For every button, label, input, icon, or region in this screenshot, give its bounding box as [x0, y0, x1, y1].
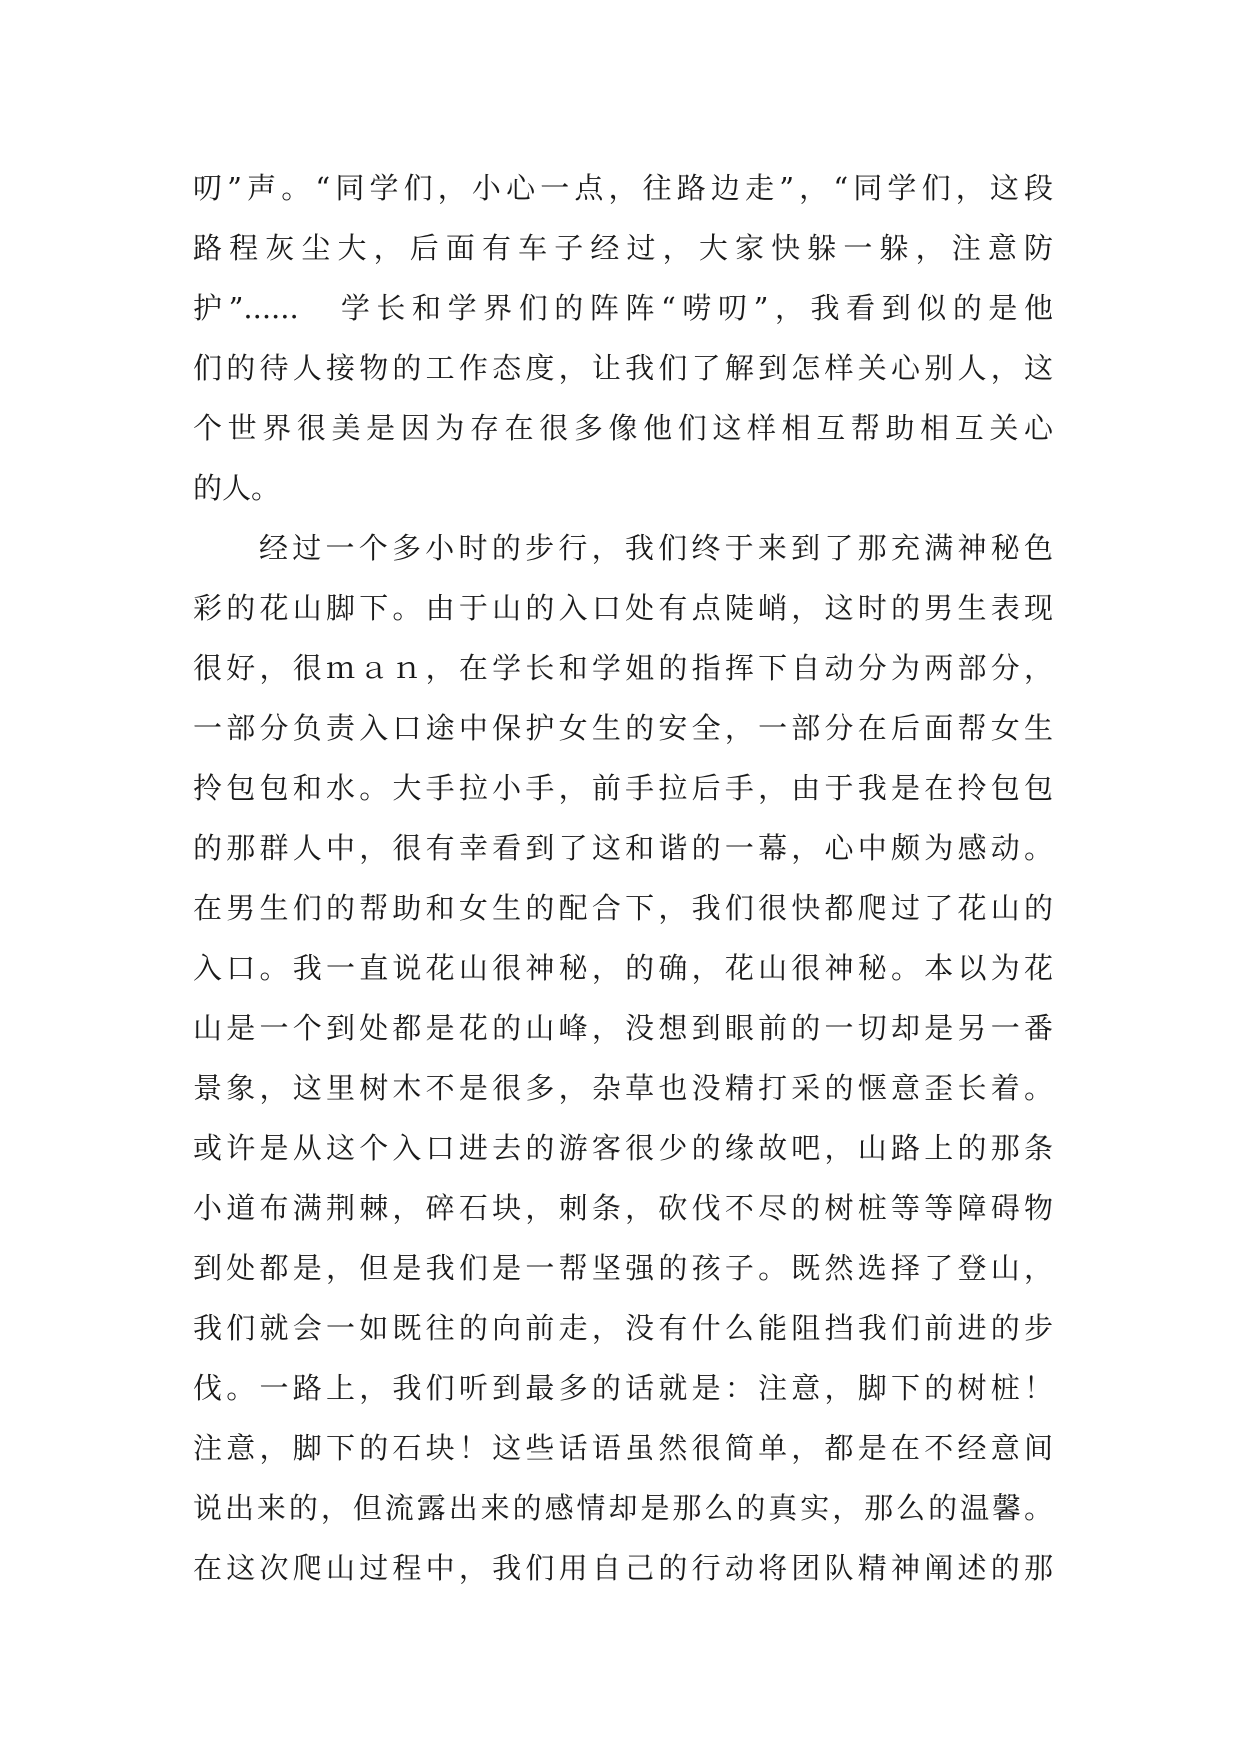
text-line: 个世界很美是因为存在很多像他们这样相互帮助相互关心: [193, 411, 1053, 445]
text-line: 护”...... 学长和学界们的阵阵“唠叨”，我看到似的是他: [193, 291, 1053, 325]
text-line: 经过一个多小时的步行，我们终于来到了那充满神秘色: [259, 531, 1053, 565]
text-line: 拎包包和水。大手拉小手，前手拉后手，由于我是在拎包包: [193, 771, 1053, 805]
text-line: 一部分负责入口途中保护女生的安全，一部分在后面帮女生: [193, 711, 1053, 745]
text-line: 彩的花山脚下。由于山的入口处有点陡峭，这时的男生表现: [193, 591, 1053, 625]
text-line: 我们就会一如既往的向前走，没有什么能阻挡我们前进的步: [193, 1311, 1053, 1345]
text-line: 注意，脚下的石块！这些话语虽然很简单，都是在不经意间: [193, 1431, 1053, 1465]
text-line: 或许是从这个入口进去的游客很少的缘故吧，山路上的那条: [193, 1131, 1053, 1165]
text-line: 的人。: [193, 471, 281, 505]
text-line: 伐。一路上，我们听到最多的话就是：注意，脚下的树桩！: [193, 1371, 1053, 1405]
text-line: 们的待人接物的工作态度，让我们了解到怎样关心别人，这: [193, 351, 1053, 385]
text-line: 景象，这里树木不是很多，杂草也没精打采的惬意歪长着。: [193, 1071, 1053, 1105]
text-line: 在男生们的帮助和女生的配合下，我们很快都爬过了花山的: [193, 891, 1053, 925]
text-line: 很好，很ｍａｎ，在学长和学姐的指挥下自动分为两部分，: [193, 651, 1053, 685]
body-text: [193, 158, 1053, 1598]
text-line: 在这次爬山过程中，我们用自己的行动将团队精神阐述的那: [193, 1551, 1053, 1585]
text-line: 到处都是，但是我们是一帮坚强的孩子。既然选择了登山，: [193, 1251, 1053, 1285]
text-line: 小道布满荆棘，碎石块，刺条，砍伐不尽的树桩等等障碍物: [193, 1191, 1053, 1225]
text-line: 山是一个到处都是花的山峰，没想到眼前的一切却是另一番: [193, 1011, 1053, 1045]
text-line: 入口。我一直说花山很神秘，的确，花山很神秘。本以为花: [193, 951, 1053, 985]
text-line: 叨”声。“同学们，小心一点，往路边走”，“同学们，这段: [193, 171, 1053, 205]
text-line: 说出来的，但流露出来的感情却是那么的真实，那么的温馨。: [193, 1491, 1053, 1525]
text-line: 路程灰尘大，后面有车子经过，大家快躲一躲，注意防: [193, 231, 1053, 265]
text-line: 的那群人中，很有幸看到了这和谐的一幕，心中颇为感动。: [193, 831, 1053, 865]
